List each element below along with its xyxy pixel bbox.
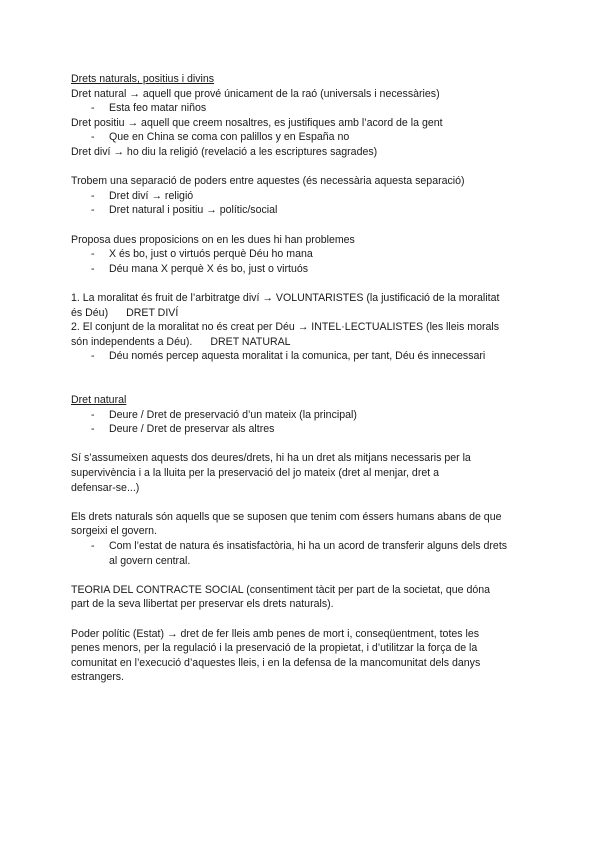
- spacer: [71, 495, 541, 510]
- bullet-text: Déu només percep aquesta moralitat i la comunica, per tant, Déu és innecessari: [109, 350, 486, 363]
- bullet-item: [71, 539, 541, 554]
- bullet-text: Dret diví → religió: [109, 189, 194, 202]
- bullet-item: [71, 189, 541, 204]
- paragraph-line: Dret natural → aquell que prové únicament de la raó (universals i necessàries): [71, 87, 440, 100]
- spacer: [71, 437, 541, 452]
- bullet-dash: -: [91, 248, 95, 261]
- paragraph-line: Poder polític (Estat) → dret de fer lleis amb penes de mort i, conseqüentment, totes les: [71, 627, 480, 640]
- bullet-text: Deure / Dret de preservar als altres: [109, 423, 275, 436]
- paragraph-line: defensar-se...): [71, 481, 140, 494]
- dret-divi-label: DRET DIVÍ: [126, 306, 179, 319]
- bullet-dash: -: [91, 189, 95, 202]
- paragraph-line: 2. El conjunt de la moralitat no és creat per Déu → INTEL·LECTUALISTES (les lleis morals: [71, 321, 500, 334]
- paragraph-line: TEORIA DEL CONTRACTE SOCIAL (consentiment tàcit per part de la societat, que dóna: [71, 583, 491, 596]
- paragraph-line: [71, 306, 541, 321]
- section-heading: Drets naturals, positius i divins: [71, 73, 215, 85]
- bullet-dash: -: [91, 350, 95, 363]
- spacer: [71, 276, 541, 291]
- paragraph-line: Trobem una separació de poders entre aquestes (és necessària aquesta separació): [71, 175, 465, 188]
- bullet-continuation: al govern central.: [109, 554, 191, 567]
- line-text: és Déu): [71, 306, 109, 319]
- bullet-text: Que en China se coma con palillos y en España no: [109, 131, 350, 144]
- bullet-item: [71, 101, 541, 116]
- paragraph-line: sorgeixi el govern.: [71, 525, 157, 538]
- bullet-dash: -: [91, 423, 95, 436]
- spacer: [71, 378, 541, 393]
- document-page: [71, 72, 541, 685]
- spacer: [71, 218, 541, 233]
- paragraph-line: Proposa dues proposicions on en les dues hi han problemes: [71, 233, 355, 246]
- spacer: [71, 612, 541, 627]
- bullet-item: [71, 349, 541, 364]
- bullet-item: [71, 262, 541, 277]
- bullet-item: [71, 422, 541, 437]
- paragraph-line: supervivència i a la lluita per la preservació del jo mateix (dret al menjar, dret a: [71, 467, 440, 480]
- section-heading: Dret natural: [71, 394, 127, 407]
- paragraph-line: penes menors, per la regulació i la preservació de la propietat, i d’utilitzar la força de la: [71, 642, 478, 655]
- paragraph-line: 1. La moralitat és fruit de l’arbitratge diví → VOLUNTARISTES (la justificació de la moralitat: [71, 291, 500, 304]
- bullet-dash: -: [91, 102, 95, 115]
- bullet-dash: -: [91, 262, 95, 275]
- bullet-item: [71, 408, 541, 423]
- bullet-dash: -: [91, 131, 95, 144]
- paragraph-line: comunitat en l’execució d’aquestes lleis, i en la defensa de la mancomunitat dels danys: [71, 656, 481, 669]
- bullet-text: X és bo, just o virtuós perquè Déu ho mana: [109, 248, 313, 261]
- bullet-dash: -: [91, 204, 95, 217]
- bullet-item: [71, 130, 541, 145]
- line-text: són independents a Déu).: [71, 335, 193, 348]
- bullet-text: Déu mana X perquè X és bo, just o virtuós: [109, 262, 309, 275]
- bullet-text: Dret natural i positiu → polític/social: [109, 204, 278, 217]
- bullet-item: [71, 203, 541, 218]
- bullet-item: [71, 247, 541, 262]
- spacer: [71, 160, 541, 175]
- dret-natural-label: DRET NATURAL: [210, 335, 291, 348]
- paragraph-line: [71, 335, 541, 350]
- paragraph-line: Els drets naturals són aquells que se suposen que tenim com éssers humans abans de que: [71, 510, 502, 523]
- bullet-text: Deure / Dret de preservació d’un mateix (la principal): [109, 408, 357, 421]
- paragraph-line: Dret diví → ho diu la religió (revelació a les escriptures sagrades): [71, 145, 378, 158]
- bullet-text: Esta feo matar niños: [109, 102, 207, 115]
- paragraph-line: part de la seva llibertat per preservar els drets naturals).: [71, 598, 334, 611]
- bullet-text: Com l’estat de natura és insatisfactòria, hi ha un acord de transferir alguns dels drets: [109, 540, 508, 552]
- bullet-dash: -: [91, 408, 95, 421]
- spacer: [71, 568, 541, 583]
- bullet-dash: -: [91, 540, 95, 552]
- paragraph-line: estrangers.: [71, 671, 124, 684]
- spacer: [71, 364, 541, 379]
- paragraph-line: Sí s’assumeixen aquests dos deures/drets, hi ha un dret als mitjans necessaris per la: [71, 452, 471, 465]
- paragraph-line: Dret positiu → aquell que creem nosaltres, es justifiques amb l’acord de la gent: [71, 116, 443, 129]
